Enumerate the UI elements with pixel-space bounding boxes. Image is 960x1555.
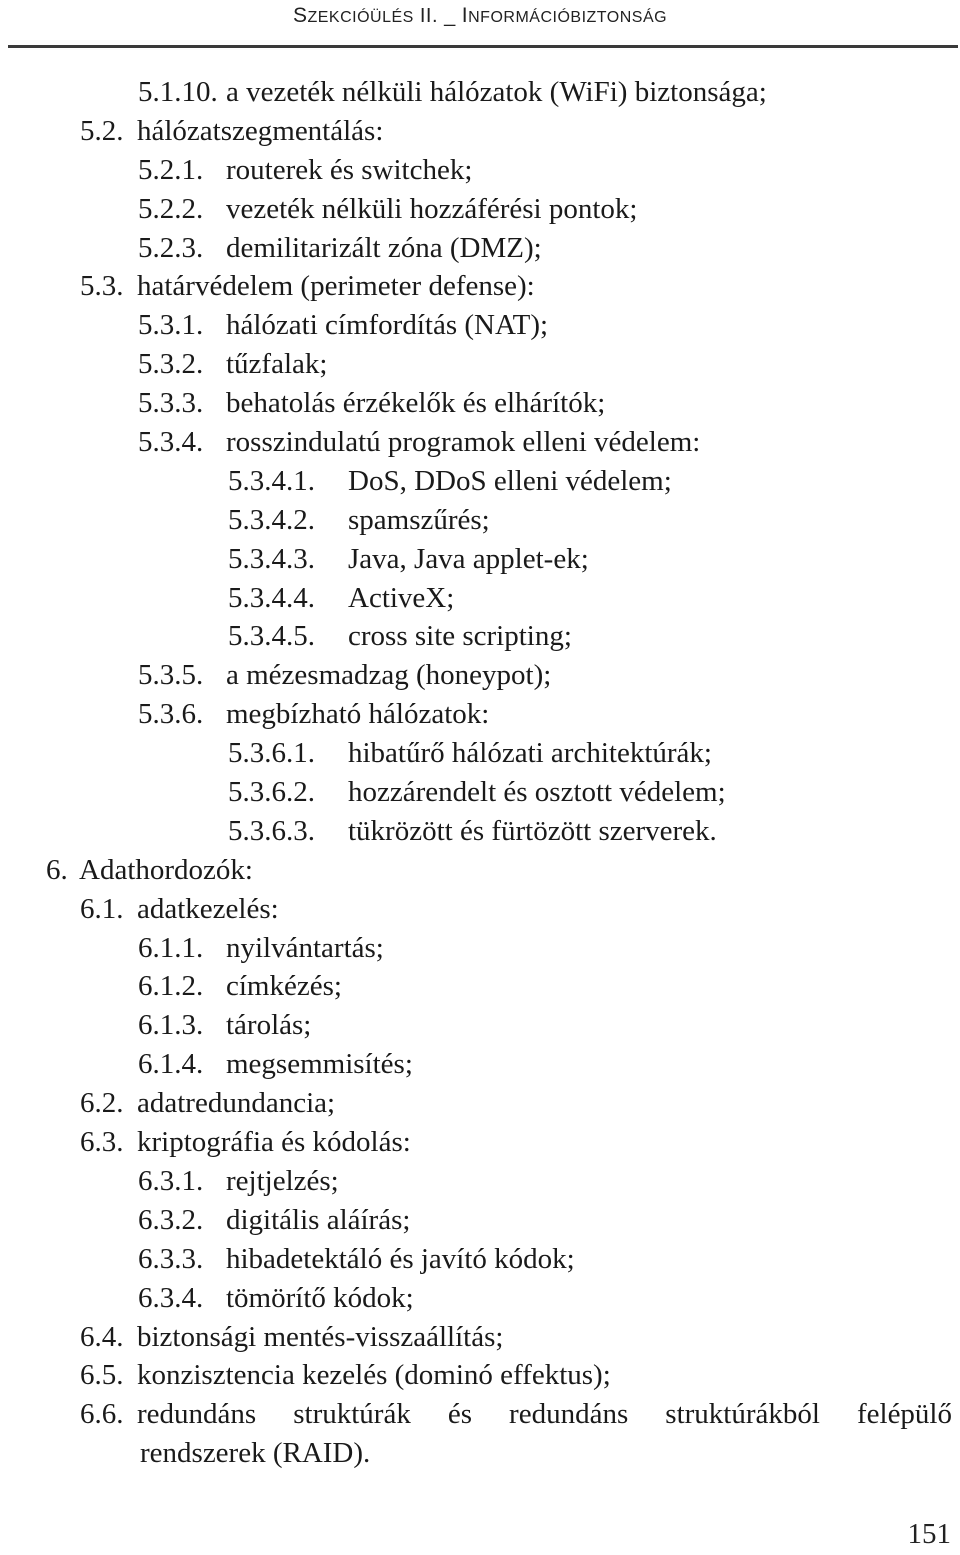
outline-text: spamszűrés;: [348, 503, 490, 536]
outline-item: [0, 306, 960, 345]
header-middle: II. _: [413, 5, 462, 27]
outline-number: 5.2.3.: [138, 231, 204, 264]
outline-text: biztonsági mentés-visszaállítás;: [137, 1320, 504, 1353]
outline-text: Java, Java applet-ek;: [348, 542, 589, 575]
outline-text: Adathordozók:: [79, 853, 253, 886]
outline-item: [0, 734, 960, 773]
outline-item: [0, 967, 960, 1006]
outline-item: [0, 851, 960, 890]
outline-item: [0, 1162, 960, 1201]
outline-item: [0, 501, 960, 540]
header-initial-2: I: [461, 4, 469, 27]
outline-number: 6.3.4.: [138, 1281, 204, 1314]
outline-number: 6.1.1.: [138, 931, 204, 964]
outline-text: redundáns struktúrák és redundáns struktúrákból felépülő: [137, 1398, 952, 1431]
outline-number: 5.3.6.2.: [228, 776, 315, 809]
outline-number: 5.3.4.3.: [228, 542, 315, 575]
outline-item: [0, 1356, 960, 1395]
outline-item: [0, 579, 960, 618]
outline-number: 5.2.1.: [138, 153, 204, 186]
outline-text: nyilvántartás;: [226, 931, 384, 964]
outline-item: [0, 229, 960, 268]
outline-text: tükrözött és fürtözött szerverek.: [348, 814, 717, 847]
outline-number: 5.3.4.: [138, 426, 204, 459]
outline-number: 6.3.: [80, 1126, 124, 1159]
outline-text: ActiveX;: [348, 581, 455, 614]
outline-item: [0, 1123, 960, 1162]
outline-item: [0, 812, 960, 851]
outline-number: 5.3.6.1.: [228, 737, 315, 770]
outline-text: routerek és switchek;: [226, 153, 473, 186]
outline-text: megsemmisítés;: [226, 1048, 413, 1081]
outline-number: 5.2.2.: [138, 192, 204, 225]
outline-number: 6.1.: [80, 892, 124, 925]
outline-number: 5.3.3.: [138, 387, 204, 420]
outline-number: 6.1.4.: [138, 1048, 204, 1081]
outline-item: [0, 1084, 960, 1123]
outline-number: 5.3.4.2.: [228, 503, 315, 536]
page-number: 151: [907, 1518, 951, 1550]
outline-number: 5.1.10.: [138, 76, 218, 108]
outline-text: hibadetektáló és javító kódok;: [226, 1242, 575, 1275]
outline-text: rejtjelzés;: [226, 1164, 339, 1197]
outline-item: [0, 1201, 960, 1240]
outline-item: [0, 1395, 960, 1434]
running-header: [0, 4, 960, 28]
outline-item-continuation: [0, 1434, 960, 1473]
outline-number: 6.4.: [80, 1320, 124, 1353]
outline-number: 6.1.2.: [138, 970, 204, 1003]
outline-text: a vezeték nélküli hálózatok (WiFi) biztonsága;: [226, 76, 767, 108]
outline-item: [0, 384, 960, 423]
outline-number: 6.6.: [80, 1398, 124, 1431]
outline-item: [0, 617, 960, 656]
outline-list: [0, 73, 960, 1473]
outline-text: adatredundancia;: [137, 1087, 336, 1120]
outline-text: a mézesmadzag (honeypot);: [226, 659, 552, 692]
outline-number: 6.1.3.: [138, 1009, 204, 1042]
outline-number: 5.3.: [80, 270, 124, 303]
outline-number: 6.: [46, 853, 68, 886]
outline-number: 5.3.4.5.: [228, 620, 315, 653]
outline-text: digitális aláírás;: [226, 1203, 411, 1236]
outline-item: [0, 656, 960, 695]
outline-number: 5.3.6.: [138, 698, 204, 731]
outline-text: DoS, DDoS elleni védelem;: [348, 464, 672, 497]
outline-text: címkézés;: [226, 970, 342, 1003]
outline-number: 5.2.: [80, 114, 124, 147]
outline-item: [0, 1318, 960, 1357]
outline-item: [0, 73, 960, 112]
outline-item: [0, 929, 960, 968]
outline-item: [0, 1240, 960, 1279]
outline-item: [0, 890, 960, 929]
outline-item: [0, 773, 960, 812]
outline-number: 5.3.4.1.: [228, 464, 315, 497]
outline-text: konzisztencia kezelés (dominó effektus);: [137, 1359, 611, 1392]
outline-text: hálózati címfordítás (NAT);: [226, 309, 549, 342]
outline-text: hozzárendelt és osztott védelem;: [348, 776, 726, 809]
outline-number: 6.2.: [80, 1087, 124, 1120]
outline-text: megbízható hálózatok:: [226, 698, 490, 731]
outline-number: 5.3.2.: [138, 348, 204, 381]
outline-text: vezeték nélküli hozzáférési pontok;: [226, 192, 638, 225]
outline-text: rosszindulatú programok elleni védelem:: [226, 426, 701, 459]
outline-item: [0, 190, 960, 229]
outline-text: tűzfalak;: [226, 348, 328, 381]
header-initial-1: S: [292, 4, 308, 27]
outline-item: [0, 540, 960, 579]
outline-item: [0, 423, 960, 462]
outline-text: hálózatszegmentálás:: [137, 114, 384, 147]
outline-number: 6.3.2.: [138, 1203, 204, 1236]
outline-number: 5.3.4.4.: [228, 581, 315, 614]
outline-text: rendszerek (RAID).: [140, 1437, 371, 1470]
outline-item: [0, 345, 960, 384]
outline-item: [0, 462, 960, 501]
outline-text: tárolás;: [226, 1009, 312, 1042]
outline-text: hibatűrő hálózati architektúrák;: [348, 737, 712, 770]
outline-number: 6.3.1.: [138, 1164, 204, 1197]
outline-text: határvédelem (perimeter defense):: [137, 270, 535, 303]
header-divider: [8, 45, 958, 48]
outline-item: [0, 112, 960, 151]
outline-text: adatkezelés:: [137, 892, 279, 925]
header-word-2: NFORMÁCIÓBIZTONSÁG: [468, 9, 668, 26]
outline-text: cross site scripting;: [348, 620, 572, 653]
outline-item: [0, 1006, 960, 1045]
outline-text: tömörítő kódok;: [226, 1281, 414, 1314]
outline-number: 5.3.6.3.: [228, 814, 315, 847]
outline-item: [0, 1279, 960, 1318]
outline-item: [0, 267, 960, 306]
outline-text: demilitarizált zóna (DMZ);: [226, 231, 542, 264]
header-word-1: ZEKCIÓÜLÉS: [307, 9, 414, 26]
outline-item: [0, 1045, 960, 1084]
outline-item: [0, 151, 960, 190]
outline-item: [0, 695, 960, 734]
outline-number: 5.3.1.: [138, 309, 204, 342]
outline-number: 5.3.5.: [138, 659, 204, 692]
outline-text: kriptográfia és kódolás:: [137, 1126, 411, 1159]
outline-text: behatolás érzékelők és elhárítók;: [226, 387, 606, 420]
outline-number: 6.3.3.: [138, 1242, 204, 1275]
outline-number: 6.5.: [80, 1359, 124, 1392]
